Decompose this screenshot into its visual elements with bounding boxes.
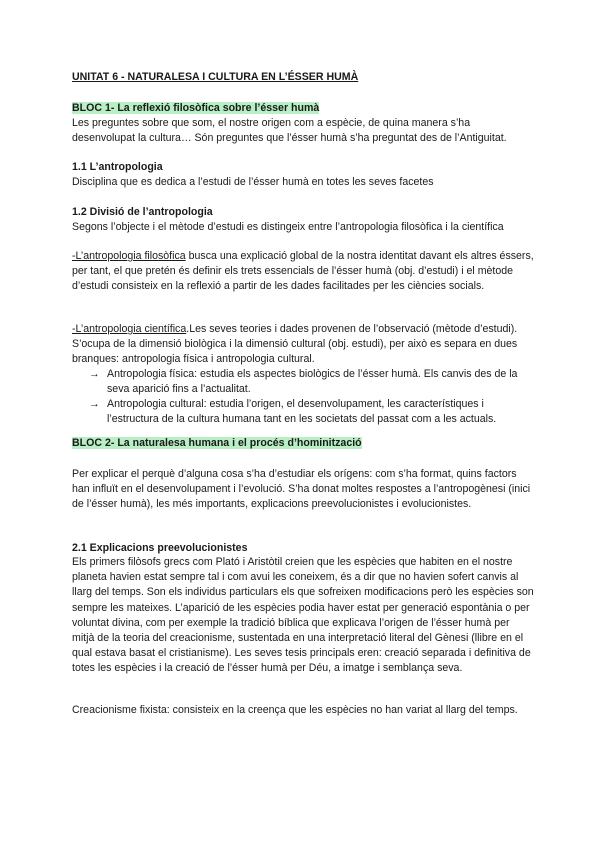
arrow-icon: → [89, 368, 100, 380]
section-2-1-heading: 2.1 Explicacions preevolucionistes [72, 542, 248, 554]
cientifica-term: -L’antropologia científica [72, 323, 187, 335]
section-2-1-text: Els primers filòsofs grecs com Plató i Aristòtil creien que les espècies que habiten en el nostre planeta havien estat sempre tal i com avui les coneixem, és a dir que no havien sofert canvis al llarg del temps. Son els individus particulars els que sofreixen modificacions però les espècies son sempre les mateixes. L’aparició de les espècies podia haver estat per generació espontània o per voluntat divina, com per exemple la tradició bíblica que explicava l’origen de l’ésser humà per mitjà de la teoria del creacionisme, sustentada en una interpretació literal del Gènesi (llibre en el qual estava basat el cristianisme). Les seves tesis principals eren: creació separada i definitiva de totes les espècies i la creació de l’ésser humà per Déu, a imatge i semblança seva. [72, 556, 534, 675]
branch-cultural: Antropologia cultural: estudia l’origen, el desenvolupament, les característiques i l’estructura de la cultura humana tant en les societats del passat com a les actuals. [107, 398, 497, 426]
filosofica-text: busca una explicació global de la nostra identitat davant els altres éssers, per tant, el que pretén és definir els trets essencials de l’ésser humà (obj. d’estudi) i el mètode d’estudi consisteix en la reflexió a partir de les dades facilitades per les ciències socials. [72, 250, 534, 293]
section-1-2-text: Segons l’objecte i el mètode d’estudi es distingeix entre l’antropologia filosòfica i la científica [72, 221, 504, 233]
bloc2-heading-line [72, 436, 534, 451]
bloc1-intro: Les preguntes sobre que som, el nostre origen com a espècie, de quina manera s’ha desenvolupat la cultura… Són preguntes que l’ésser humà s’ha preguntat des de l’Antiguitat. [72, 117, 507, 145]
bloc2-intro: Per explicar el perquè d’alguna cosa s’ha d’estudiar els orígens: com s’ha format, quins factors han influït en el desenvolupament i l’evolució. S’ha donat moltes respostes a l’antropogènesi (inici de l’ésser humà), les més importants, explicacions preevolucionistes i evolucionistes. [72, 468, 531, 511]
cientifica-paragraph [72, 322, 534, 368]
cientifica-text: .Les seves teories i dades provenen de l’observació (mètode d’estudi). S’ocupa de la dimensió biològica i la dimensió cultural (obj. estudi), per això es separa en dues branques: antropologia física i antropologia cultural. [72, 323, 518, 366]
bloc2-heading: BLOC 2- La naturalesa humana i el procés d’hominització [72, 437, 362, 449]
arrow-icon: → [89, 398, 100, 410]
bloc1-heading: BLOC 1- La reflexió filosòfica sobre l’ésser humà [72, 102, 320, 114]
document-title: UNITAT 6 - NATURALESA I CULTURA EN L’ÉSSER HUMÀ [72, 71, 359, 83]
branch-fisica: Antropologia física: estudia els aspectes biològics de l’ésser humà. Els canvis des de la seva aparició fins a l’actualitat. [107, 368, 518, 396]
filosofica-term: -L’antropologia filosòfica [72, 250, 186, 262]
bloc1-heading-line [72, 101, 534, 116]
creacionisme-fixista: Creacionisme fixista: consisteix en la creença que les espècies no han variat al llarg del temps. [72, 704, 518, 716]
section-1-1-text: Disciplina que es dedica a l’estudi de l’ésser humà en totes les seves facetes [72, 176, 434, 188]
section-1-1-heading: 1.1 L’antropologia [72, 161, 163, 173]
section-1-2-heading: 1.2 Divisió de l’antropologia [72, 206, 213, 218]
filosofica-paragraph [72, 249, 534, 295]
